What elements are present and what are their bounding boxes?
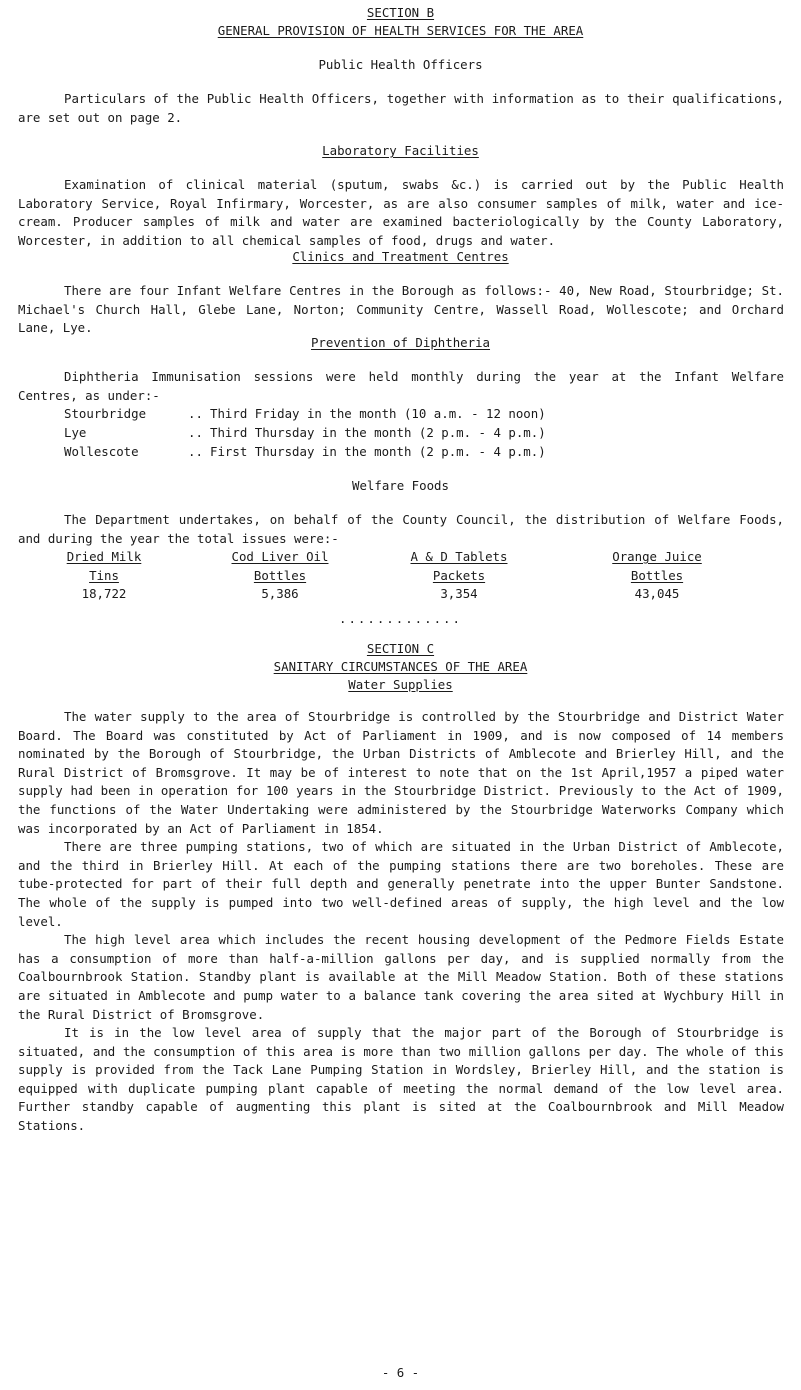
diphtheria-text: Diphtheria Immunisation sessions were held monthly during the year at the Infant Welfare Centres, as under:- <box>18 369 784 403</box>
table-unit: Bottles <box>630 567 684 583</box>
welfare-foods-heading: Welfare Foods <box>352 478 449 493</box>
session-row-lye: Lye .. Third Thursday in the month (2 p.m. - 4 p.m.) <box>64 424 546 443</box>
session-place: Stourbridge <box>64 406 147 421</box>
table-unit: Tins <box>89 567 119 583</box>
table-header: Cod Liver Oil <box>231 549 329 564</box>
session-row-wollescote: Wollescote .. First Thursday in the month (2 p.m. - 4 p.m.) <box>64 443 546 462</box>
table-header: A & D Tablets <box>410 549 508 564</box>
table-header: Orange Juice <box>612 549 702 564</box>
section-b-title: SECTION B <box>366 5 435 20</box>
public-health-officers-heading: Public Health Officers <box>318 57 483 72</box>
session-time: Third Thursday in the month (2 p.m. - 4 p.m.) <box>210 425 546 440</box>
page-number: - 6 - <box>381 1365 420 1380</box>
welfare-foods-table <box>18 548 766 604</box>
water-supplies-heading: Water Supplies <box>348 677 453 692</box>
paragraph: There are three pumping stations, two of which are situated in the Urban District of Amblecote, and the third in Brierley Hill. At each of the pumping stations there are two boreholes. These are tube-protected for part of their full depth and generally penetrate into the upper Bunter Sandstone. The whole of the supply is pumped into two well-defined areas of supply, the high level and the low level. <box>18 839 784 929</box>
paragraph: It is in the low level area of supply that the major part of the Borough of Stourbridge is situated, and the consumption of this area is more than two million gallons per day. The whole of this supply is provided from the Tack Lane Pumping Station in Wordsley, Brierley Hill, and the station is equipped with duplicate pumping plant capable of meeting the normal demand of the low level area. Further standby capable of augmenting this plant is sited at the Coalbournbrook and Mill Meadow Stations. <box>18 1025 784 1134</box>
session-time: First Thursday in the month (2 p.m. - 4 p.m.) <box>210 444 546 459</box>
table-unit: Bottles <box>253 567 307 583</box>
section-c-subtitle: SANITARY CIRCUMSTANCES OF THE AREA <box>273 659 528 674</box>
clinics-heading: Clinics and Treatment Centres <box>292 249 509 264</box>
separator-dots: ............. <box>339 611 462 626</box>
laboratory-facilities-text: Examination of clinical material (sputum, swabs &c.) is carried out by the Public Health Laboratory Service, Royal Infirmary, Worcester, as are also consumer samples of milk, water and ice-cream. Producer samples of milk and water are examined bacteriologically by the County Laboratory, Worcester, in addition to all chemical samples of food, drugs and water. <box>18 177 784 248</box>
session-time: Third Friday in the month (10 a.m. - 12 noon) <box>210 406 546 421</box>
table-header: Dried Milk <box>66 549 142 564</box>
table-cell: 43,045 <box>634 586 680 602</box>
session-place: Lye <box>64 425 87 440</box>
diphtheria-heading: Prevention of Diphtheria <box>310 335 491 350</box>
session-row-stourbridge: Stourbridge .. Third Friday in the month (10 a.m. - 12 noon) <box>64 405 546 424</box>
table-cell: 3,354 <box>440 586 478 602</box>
table-cell: 5,386 <box>261 586 299 602</box>
paragraph: The water supply to the area of Stourbridge is controlled by the Stourbridge and District Water Board. The Board was constituted by Act of Parliament in 1909, and is now composed of 14 members nominated by the Borough of Stourbridge, the Urban Districts of Amblecote and Brierley Hill, and the Rural District of Bromsgrove. It may be of interest to note that on the 1st April,1957 a piped water supply had been in operation for 100 years in the Stourbridge District. Previously to the Act of 1909, the functions of the Water Undertaking were administered by the Stourbridge Waterworks Company which was incorporated by an Act of Parliament in 1854. <box>18 709 784 836</box>
session-place: Wollescote <box>64 444 139 459</box>
clinics-text: There are four Infant Welfare Centres in the Borough as follows:- 40, New Road, Stourbridge; St. Michael's Church Hall, Glebe Lane, Norton; Community Centre, Wassell Road, Wollescote; and Orchard Lane, Lye. <box>18 283 784 336</box>
section-c-title: SECTION C <box>366 641 435 656</box>
laboratory-facilities-heading: Laboratory Facilities <box>322 143 479 158</box>
welfare-foods-text: The Department undertakes, on behalf of the County Council, the distribution of Welfare Foods, and during the year the total issues were:- <box>18 512 784 546</box>
section-b-subtitle: GENERAL PROVISION OF HEALTH SERVICES FOR THE AREA <box>217 23 584 38</box>
paragraph: The high level area which includes the recent housing development of the Pedmore Fields Estate has a consumption of more than half-a-million gallons per day, and is supplied normally from the Coalbournbrook Station. Standby plant is available at the Mill Meadow Station. Both of these stations are situated in Amblecote and pump water to a balance tank covering the area sited at Wychbury Hill in the Rural District of Bromsgrove. <box>18 932 784 1022</box>
water-supplies-text <box>18 708 784 1136</box>
public-health-officers-text: Particulars of the Public Health Officers, together with information as to their qualifications, are set out on page 2. <box>18 91 784 125</box>
table-cell: 18,722 <box>81 586 127 602</box>
table-unit: Packets <box>432 567 486 583</box>
